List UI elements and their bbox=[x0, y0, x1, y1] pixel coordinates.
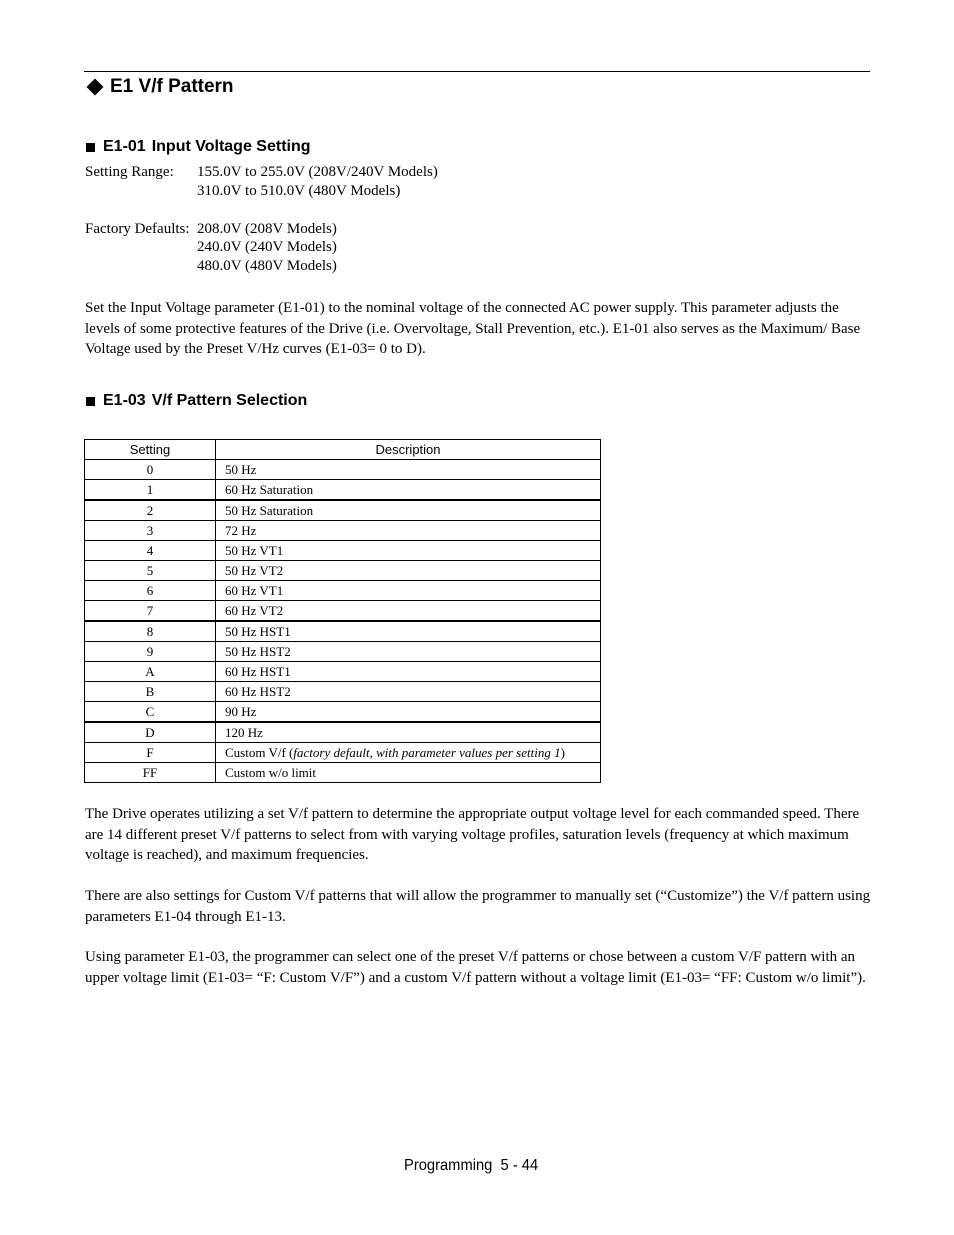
setting-range-line-1: 155.0V to 255.0V (208V/240V Models) bbox=[197, 164, 438, 180]
description-suffix: ) bbox=[560, 744, 565, 760]
description-cell: 60 Hz HST2 bbox=[216, 682, 601, 702]
table-row bbox=[85, 722, 601, 743]
factory-default-line-3: 480.0V (480V Models) bbox=[197, 258, 337, 274]
header-description: Description bbox=[216, 440, 601, 460]
description-cell: 60 Hz Saturation bbox=[216, 480, 601, 501]
table-row bbox=[85, 621, 601, 642]
footer-label: Programming bbox=[404, 1157, 493, 1174]
table-row bbox=[85, 460, 601, 480]
setting-cell: B bbox=[85, 682, 216, 702]
setting-cell: D bbox=[85, 722, 216, 743]
e1-01-description: Set the Input Voltage parameter (E1-01) to the nominal voltage of the connected AC power supply. This parameter adjusts the levels of some protective features of the Drive (i.e. Overvoltage, Stall Prevention, etc.). E1-01 also serves as the Maximum/ Base Voltage used by the Preset V/Hz curves (E1-03= 0 to D). bbox=[85, 300, 861, 357]
vf-pattern-table bbox=[84, 439, 601, 783]
section-title-text: E1 V/f Pattern bbox=[110, 76, 234, 97]
section-title bbox=[86, 75, 234, 99]
setting-cell: C bbox=[85, 702, 216, 723]
setting-cell: FF bbox=[85, 763, 216, 783]
description-cell: Custom w/o limit bbox=[216, 763, 601, 783]
e1-03-paragraph-3: Using parameter E1-03, the programmer can select one of the preset V/f patterns or chose between a custom V/F pattern with an upper voltage limit (E1-03= “F: Custom V/F”) and a custom V/f pattern without a voltage limit (E1-03= “FF: Custom w/o limit”). bbox=[85, 949, 866, 986]
table-row bbox=[85, 743, 601, 763]
e1-03-heading bbox=[86, 391, 307, 411]
e1-03-code: E1-03 bbox=[103, 392, 146, 409]
description-cell: 50 Hz Saturation bbox=[216, 500, 601, 521]
table-row bbox=[85, 662, 601, 682]
table-row bbox=[85, 581, 601, 601]
setting-cell: A bbox=[85, 662, 216, 682]
table-row bbox=[85, 601, 601, 622]
setting-cell: 8 bbox=[85, 621, 216, 642]
description-cell: 90 Hz bbox=[216, 702, 601, 723]
setting-cell: 5 bbox=[85, 561, 216, 581]
setting-cell: 4 bbox=[85, 541, 216, 561]
description-cell: 50 Hz HST2 bbox=[216, 642, 601, 662]
factory-default-line-2: 240.0V (240V Models) bbox=[197, 239, 337, 255]
table-row bbox=[85, 642, 601, 662]
setting-cell: 0 bbox=[85, 460, 216, 480]
e1-03-title: V/f Pattern Selection bbox=[151, 392, 308, 409]
table-row bbox=[85, 702, 601, 723]
description-cell: 50 Hz VT1 bbox=[216, 541, 601, 561]
description-cell bbox=[216, 743, 601, 763]
setting-range-line-2: 310.0V to 510.0V (480V Models) bbox=[197, 183, 401, 199]
setting-cell: 1 bbox=[85, 480, 216, 501]
description-cell: 50 Hz bbox=[216, 460, 601, 480]
description-cell: 60 Hz VT1 bbox=[216, 581, 601, 601]
e1-01-code: E1-01 bbox=[103, 138, 146, 155]
square-bullet-icon bbox=[86, 397, 95, 406]
e1-01-heading bbox=[86, 137, 311, 157]
description-cell: 50 Hz HST1 bbox=[216, 621, 601, 642]
header-setting: Setting bbox=[85, 440, 216, 460]
setting-cell: 6 bbox=[85, 581, 216, 601]
factory-default-line-1: 208.0V (208V Models) bbox=[197, 221, 337, 237]
table-row bbox=[85, 480, 601, 501]
description-cell: 120 Hz bbox=[216, 722, 601, 743]
table-header-row bbox=[85, 440, 601, 460]
description-italic-note: factory default, with parameter values per setting 1 bbox=[293, 744, 561, 760]
table-row bbox=[85, 500, 601, 521]
description-cell: 60 Hz VT2 bbox=[216, 601, 601, 622]
footer-page-number: 5 - 44 bbox=[500, 1157, 539, 1174]
table-row bbox=[85, 541, 601, 561]
description-cell: 60 Hz HST1 bbox=[216, 662, 601, 682]
square-bullet-icon bbox=[86, 143, 95, 152]
e1-03-paragraph-1: The Drive operates utilizing a set V/f pattern to determine the appropriate output voltage level for each commanded speed. There are 14 different preset V/f patterns to select from with varying voltage profiles, saturation levels (frequency at which maximum voltage is reached), and maximum frequencies. bbox=[85, 806, 860, 863]
table-row bbox=[85, 682, 601, 702]
page-footer bbox=[404, 1156, 538, 1176]
description-cell: 50 Hz VT2 bbox=[216, 561, 601, 581]
setting-cell: 2 bbox=[85, 500, 216, 521]
table-row bbox=[85, 561, 601, 581]
setting-cell: 9 bbox=[85, 642, 216, 662]
table-row bbox=[85, 521, 601, 541]
e1-03-paragraph-2: There are also settings for Custom V/f patterns that will allow the programmer to manually set (“Customize”) the V/f pattern using parameters E1-04 through E1-13. bbox=[85, 888, 871, 925]
description-cell: 72 Hz bbox=[216, 521, 601, 541]
e1-01-title: Input Voltage Setting bbox=[151, 138, 311, 155]
diamond-bullet-icon bbox=[87, 79, 104, 96]
setting-range-label: Setting Range: bbox=[85, 164, 174, 180]
setting-cell: 3 bbox=[85, 521, 216, 541]
table-row bbox=[85, 763, 601, 783]
description-prefix: Custom V/f ( bbox=[225, 744, 294, 760]
factory-defaults-label: Factory Defaults: bbox=[85, 221, 190, 237]
setting-cell: 7 bbox=[85, 601, 216, 622]
setting-cell: F bbox=[85, 743, 216, 763]
top-rule bbox=[84, 71, 870, 72]
